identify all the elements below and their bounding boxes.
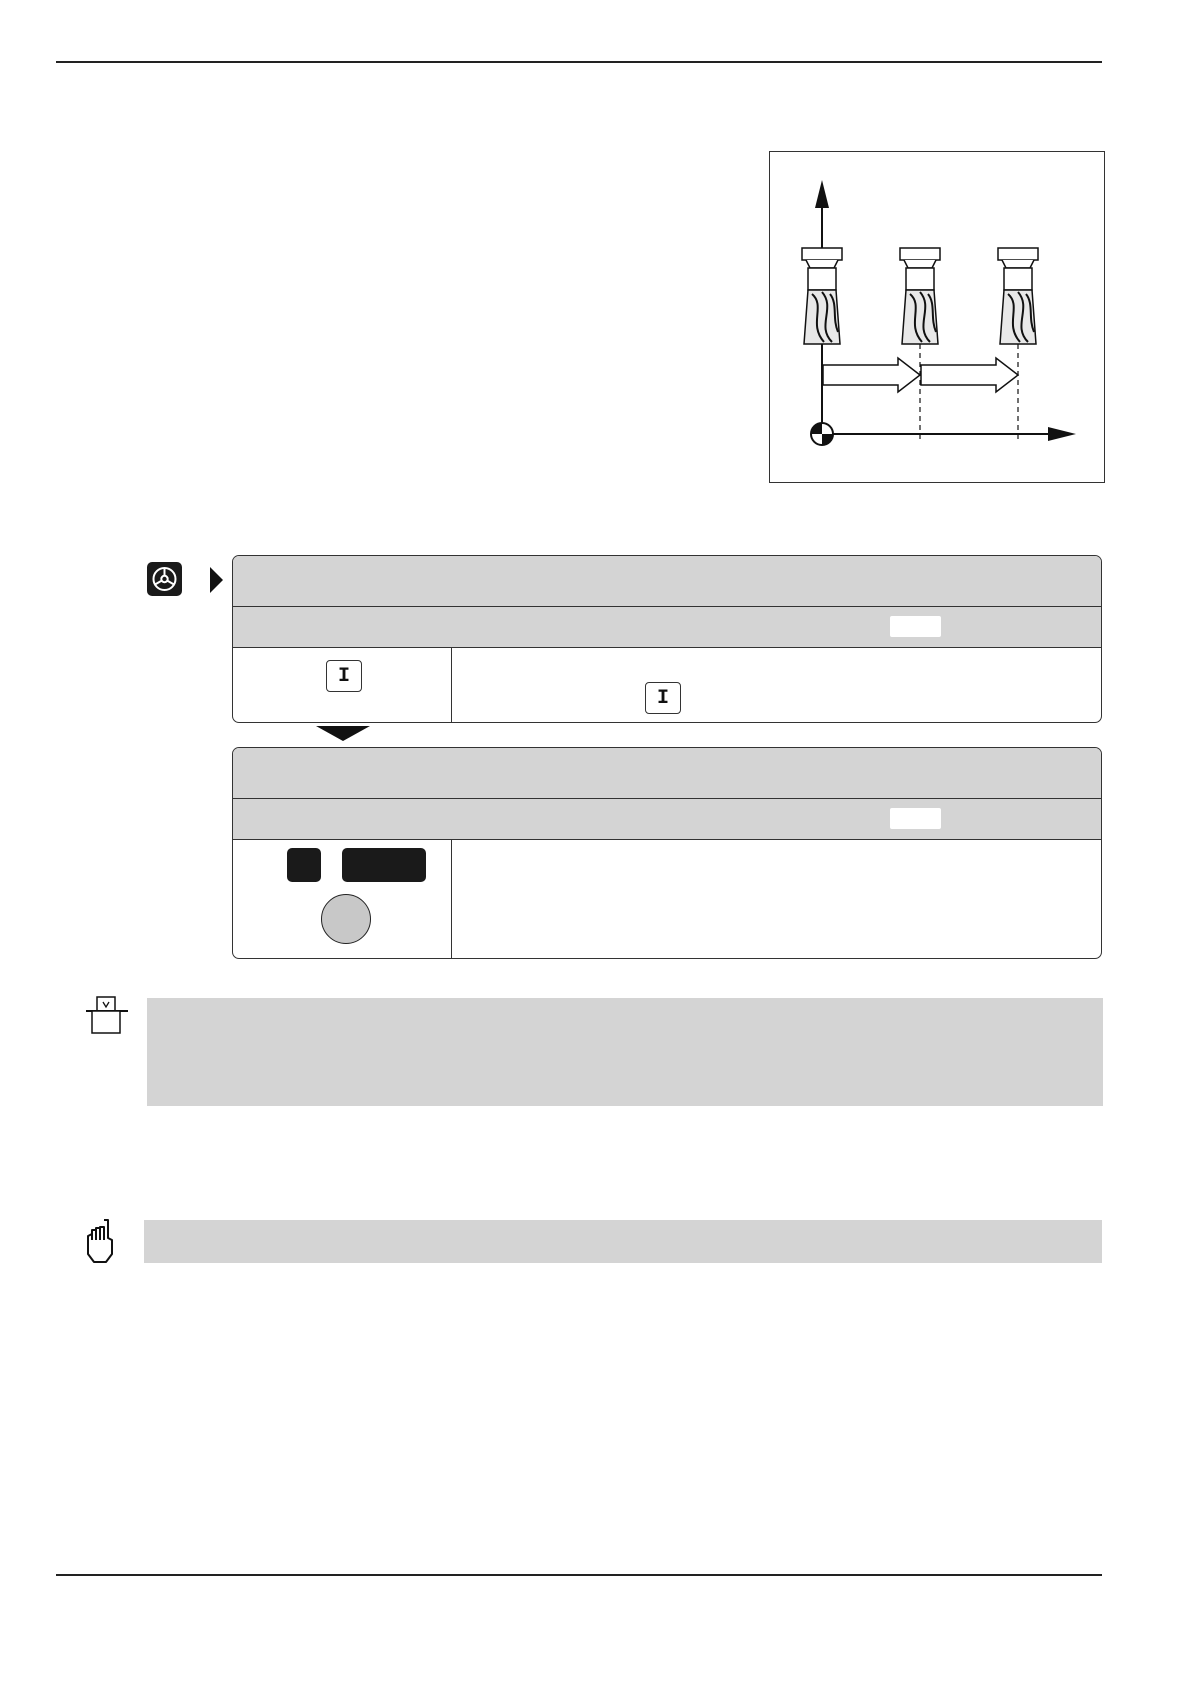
end-mill-tool-2	[900, 248, 940, 344]
step-panel-2	[232, 747, 1102, 959]
incremental-key-inline[interactable]: I	[645, 682, 681, 714]
handwheel-icon	[147, 562, 182, 596]
step-panel-1	[232, 555, 1102, 723]
end-mill-tool-1	[802, 248, 842, 344]
panel-1-instruction-row	[233, 648, 1101, 723]
note-box-hint	[144, 1220, 1102, 1263]
header-rule	[56, 61, 1102, 63]
panel-2-title-band	[233, 748, 1101, 799]
panel-1-status-band	[233, 607, 1101, 648]
pointing-hand-icon	[84, 1218, 118, 1264]
panel-1-display-chip	[890, 616, 941, 637]
machine-parameter-icon	[84, 996, 130, 1036]
end-mill-tool-3	[998, 248, 1038, 344]
increment-arrow-2	[921, 358, 1018, 392]
note-box-machine-parameter	[147, 998, 1103, 1106]
panel-1-title-band	[233, 556, 1101, 607]
panel-1-key-cell	[233, 648, 452, 723]
datum-icon	[811, 423, 833, 445]
footer-rule	[56, 1574, 1102, 1576]
panel-2-status-band	[233, 799, 1101, 840]
step-pointer-arrow	[210, 567, 223, 593]
incremental-key[interactable]: I	[326, 660, 362, 692]
tool-positioning-illustration	[770, 152, 1104, 482]
next-step-arrow	[316, 726, 370, 741]
panel-2-key-cell	[233, 840, 452, 959]
increment-arrow-1	[823, 358, 920, 392]
y-axis-arrowhead	[815, 180, 829, 208]
value-key[interactable]	[342, 848, 426, 882]
panel-2-display-chip	[890, 808, 941, 829]
x-axis-arrowhead	[1048, 427, 1076, 441]
illustration-box	[769, 151, 1105, 483]
enter-round-key[interactable]	[321, 894, 371, 944]
axis-key[interactable]	[287, 848, 321, 882]
panel-2-instruction-row	[233, 840, 1101, 959]
